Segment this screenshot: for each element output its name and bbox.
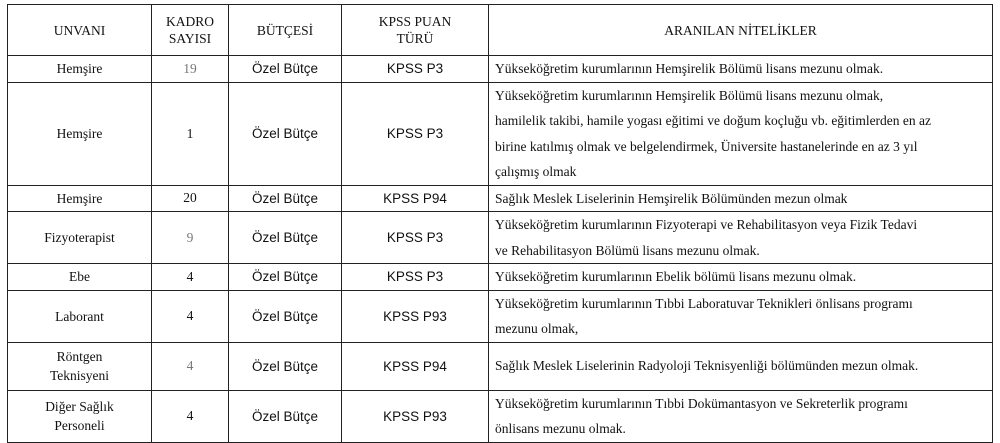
cell-butcesi: Özel Bütçe xyxy=(229,185,342,212)
header-kadro-sayisi: KADRO SAYISI xyxy=(152,5,229,56)
unvani-text: Hemşire xyxy=(56,126,103,141)
nitelik-text: Yükseköğretim kurumlarının Hemşirelik Bölümü lisans mezunu olmak. xyxy=(495,61,884,76)
cell-kadro-sayisi: 20 xyxy=(152,185,229,212)
nitelik-text: Yükseköğretim kurumlarının Tıbbi Dokümantasyon ve Sekreterlik programı xyxy=(495,395,908,411)
cell-kpss-puan-turu: KPSS P94 xyxy=(342,185,489,212)
cell-kpss-puan-turu: KPSS P3 xyxy=(342,56,489,83)
cell-butcesi: Özel Bütçe xyxy=(229,342,342,390)
cell-kpss-puan-turu: KPSS P93 xyxy=(342,290,489,342)
cell-kadro-sayisi: 9 xyxy=(152,212,229,264)
cell-unvani xyxy=(8,264,152,291)
cell-kadro-sayisi: 1 xyxy=(152,82,229,185)
cell-unvani xyxy=(8,212,152,264)
unvani-text: Personeli xyxy=(54,418,105,433)
cell-unvani xyxy=(8,185,152,212)
header-unvani: UNVANI xyxy=(8,5,152,56)
unvani-text: Hemşire xyxy=(56,190,103,206)
cell-kadro-sayisi: 4 xyxy=(152,342,229,390)
unvani-text: Teknisyeni xyxy=(49,368,110,383)
table-row xyxy=(8,185,993,212)
recruitment-table xyxy=(7,4,993,443)
cell-kpss-puan-turu: KPSS P94 xyxy=(342,342,489,390)
nitelik-text: Yükseköğretim kurumlarının Fizyoterapi ve Rehabilitasyon veya Fizik Tedavi xyxy=(495,217,918,232)
cell-butcesi: Özel Bütçe xyxy=(229,82,342,185)
cell-unvani xyxy=(8,56,152,83)
document-area xyxy=(7,4,993,443)
cell-unvani xyxy=(8,82,152,185)
cell-unvani xyxy=(8,342,152,390)
cell-kpss-puan-turu: KPSS P3 xyxy=(342,82,489,185)
nitelik-text: Yükseköğretim kurumlarının Ebelik bölümü lisans mezunu olmak. xyxy=(495,269,857,284)
cell-aranilan-nitelikler xyxy=(489,56,993,83)
header-aranilan-nitelikler: ARANILAN NİTELİKLER xyxy=(489,5,993,56)
cell-butcesi: Özel Bütçe xyxy=(229,56,342,83)
nitelik-text: çalışmış olmak xyxy=(495,164,577,179)
table-row xyxy=(8,390,993,442)
cell-kpss-puan-turu: KPSS P3 xyxy=(342,212,489,264)
cell-aranilan-nitelikler xyxy=(489,290,993,342)
table-header-row xyxy=(8,5,993,56)
table-row xyxy=(8,342,993,390)
cell-aranilan-nitelikler xyxy=(489,390,993,442)
nitelik-text: ve Rehabilitasyon Bölümü lisans mezunu olmak. xyxy=(495,242,760,258)
unvani-text: Diğer Sağlık xyxy=(45,399,114,414)
cell-butcesi: Özel Bütçe xyxy=(229,290,342,342)
cell-kadro-sayisi: 19 xyxy=(152,56,229,83)
unvani-text: Fizyoterapist xyxy=(44,230,115,245)
header-butcesi: BÜTÇESİ xyxy=(229,5,342,56)
unvani-text: Röntgen xyxy=(56,349,103,364)
cell-butcesi: Özel Bütçe xyxy=(229,390,342,442)
table-row xyxy=(8,290,993,342)
table-row xyxy=(8,264,993,291)
cell-kpss-puan-turu: KPSS P93 xyxy=(342,390,489,442)
cell-aranilan-nitelikler xyxy=(489,264,993,291)
table-body xyxy=(8,56,993,443)
unvani-text: Hemşire xyxy=(56,61,103,77)
cell-aranilan-nitelikler xyxy=(489,82,993,185)
cell-aranilan-nitelikler xyxy=(489,212,993,264)
cell-kadro-sayisi: 4 xyxy=(152,290,229,342)
cell-kadro-sayisi: 4 xyxy=(152,390,229,442)
nitelik-text: önlisans mezunu olmak. xyxy=(495,421,626,436)
cell-unvani xyxy=(8,290,152,342)
nitelik-text: Yükseköğretim kurumlarının Tıbbi Laboratuvar Teknikleri önlisans programı xyxy=(495,295,913,311)
cell-butcesi: Özel Bütçe xyxy=(229,212,342,264)
cell-unvani xyxy=(8,390,152,442)
table-row xyxy=(8,82,993,185)
nitelik-text: Sağlık Meslek Liselerinin Hemşirelik Bölümünden mezun olmak xyxy=(495,190,848,206)
nitelik-text: hamilelik takibi, hamile yogası eğitimi ve doğum koçluğu vb. eğitimlerden en az xyxy=(495,113,932,128)
unvani-text: Laborant xyxy=(55,308,104,324)
nitelik-text: Sağlık Meslek Liselerinin Radyoloji Teknisyenliği bölümünden mezun olmak. xyxy=(495,358,919,374)
nitelik-text: Yükseköğretim kurumlarının Hemşirelik Bölümü lisans mezunu olmak, xyxy=(495,87,884,103)
table-row xyxy=(8,212,993,264)
cell-kpss-puan-turu: KPSS P3 xyxy=(342,264,489,291)
cell-butcesi: Özel Bütçe xyxy=(229,264,342,291)
nitelik-text: mezunu olmak, xyxy=(495,321,579,336)
unvani-text: Ebe xyxy=(69,269,90,285)
table-row xyxy=(8,56,993,83)
nitelik-text: birine katılmış olmak ve belgelendirmek, Üniversite hastanelerinde en az 3 yıl xyxy=(495,138,918,154)
header-kpss-puan-turu: KPSS PUAN TÜRÜ xyxy=(342,5,489,56)
cell-kadro-sayisi: 4 xyxy=(152,264,229,291)
cell-aranilan-nitelikler xyxy=(489,185,993,212)
cell-aranilan-nitelikler xyxy=(489,342,993,390)
